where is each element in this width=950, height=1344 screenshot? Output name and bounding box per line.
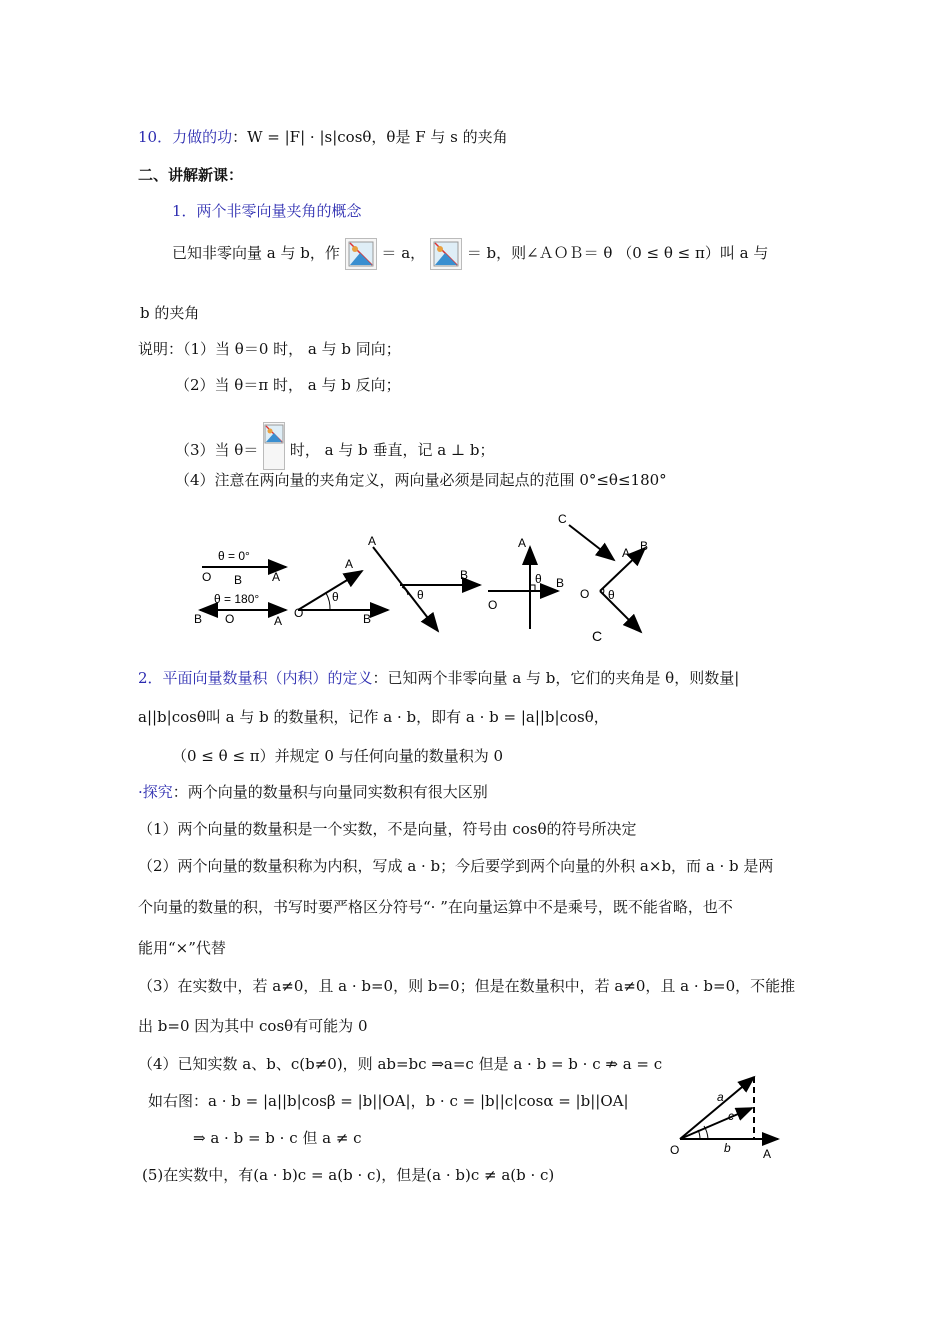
label-b: B [556,576,565,590]
dot-product-definition-cont: a||b|cosθ叫 a 与 b 的数量积，记作 a · b，即有 a · b = |a||b|cosθ， [138,708,609,726]
def-2-rest: ：已知两个非零向量 a 与 b，它们的夹角是 θ，则数量| [372,669,740,687]
label-theta: θ [535,572,542,586]
label-point-a: A [763,1147,772,1161]
image-placeholder-icon [263,422,285,470]
dot-product-definition [138,668,739,688]
label-vector-a: a [717,1090,724,1104]
note-3 [175,422,494,470]
def-text-a: 已知非零向量 a 与 b，作 [172,244,340,262]
line-10 [138,127,508,147]
label-o: O [202,570,212,584]
explore-2a: （2）两个向量的数量积称为内积，写成 a · b；今后要学到两个向量的外积 a×b，而 a · b 是两 [138,857,774,875]
explore-3a: （3）在实数中，若 a≠0，且 a · b=0，则 b=0；但是在数量积中，若 a≠0，且 a · b=0，不能推 [138,977,796,995]
explore-3b: 出 b=0 因为其中 cosθ有可能为 0 [138,1017,368,1035]
label-a: A [274,614,283,628]
work-formula: ：W = |F| · |s|cosθ，θ是 F 与 s 的夹角 [232,128,508,146]
label-o: O [294,606,304,620]
note-2: （2）当 θ＝π 时， a 与 b 反向； [175,376,401,394]
label-b: B [640,539,649,553]
explore-text: ：两个向量的数量积与向量同实数积有很大区别 [172,783,488,801]
def-text-c: ＝ b，则∠ＡＯＢ＝ θ （0 ≤ θ ≤ π）叫 a 与 [466,244,769,262]
label-theta-180: θ = 180° [214,592,260,606]
projection-figure [668,1070,788,1165]
label-a: A [368,534,377,548]
section-heading: 二、讲解新课： [138,166,244,184]
note-3-text-a: （3）当 θ＝ [175,441,259,459]
label-theta: θ [608,588,615,602]
explore-2c: 能用“×”代替 [138,939,226,957]
label-o: O [670,1143,680,1157]
angle-definition-cont: b 的夹角 [140,304,200,322]
label-theta-zero: θ = 0° [218,549,250,563]
image-placeholder-icon [345,238,377,270]
note-3-text-b: 时， a 与 b 垂直，记 a ⊥ b； [289,441,495,459]
label-theta: θ [332,590,339,604]
explore-1: （1）两个向量的数量积是一个实数，不是向量，符号由 cosθ的符号所决定 [138,820,637,838]
label-o: O [488,598,498,612]
item-label: 力做的功 [172,128,233,146]
label-o: O [580,587,590,601]
explore-4: （4）已知实数 a、b、c(b≠0)，则 ab=bc ⇒a=c 但是 a · b = b · c ⇏ a = c [138,1055,663,1073]
subheading-angle: 1．两个非零向量夹角的概念 [172,202,362,220]
label-vector-c: c [728,1109,734,1123]
label-theta: θ [417,588,424,602]
angle-definition [172,238,768,270]
label-a: A [345,557,354,571]
explore-label: ·探究 [138,783,173,801]
label-a: A [272,570,281,584]
label-o: O [225,612,235,626]
angle-cases-figure [190,505,670,655]
explore-4-figure-text: 如右图：a · b = |a||b|cosβ = |b||OA|，b · c = |b||c|cosα = |b||OA| [148,1092,629,1110]
note-4: （4）注意在两向量的夹角定义，两向量必须是同起点的范围 0°≤θ≤180° [175,471,667,489]
note-1: 说明：（1）当 θ＝0 时， a 与 b 同向； [138,340,401,358]
label-b: B [234,573,243,587]
explore-5: (5)在实数中，有(a · b)c = a(b · c)，但是(a · b)c ≠ a(b · c) [142,1166,555,1184]
explore-4-result: ⇒ a · b = b · c 但 a ≠ c [193,1129,362,1147]
label-a: A [622,546,631,560]
label-c: C [592,628,603,644]
dot-product-range: （0 ≤ θ ≤ π）并规定 0 与任何向量的数量积为 0 [172,747,504,765]
item-number: 10． [138,128,173,146]
label-b: B [460,568,469,582]
label-b: B [363,612,372,626]
label-b: B [194,612,203,626]
subheading-dot-product: 2．平面向量数量积（内积）的定义 [138,669,373,687]
explore-2b: 个向量的数量的积，书写时要严格区分符号“· ”在向量运算中不是乘号，既不能省略，也不 [138,898,733,916]
label-c: C [558,512,567,526]
label-a: A [518,536,527,550]
explore-line [138,782,488,802]
def-text-b: ＝ a， [381,244,426,262]
label-vector-b: b [724,1141,731,1155]
image-placeholder-icon [430,238,462,270]
